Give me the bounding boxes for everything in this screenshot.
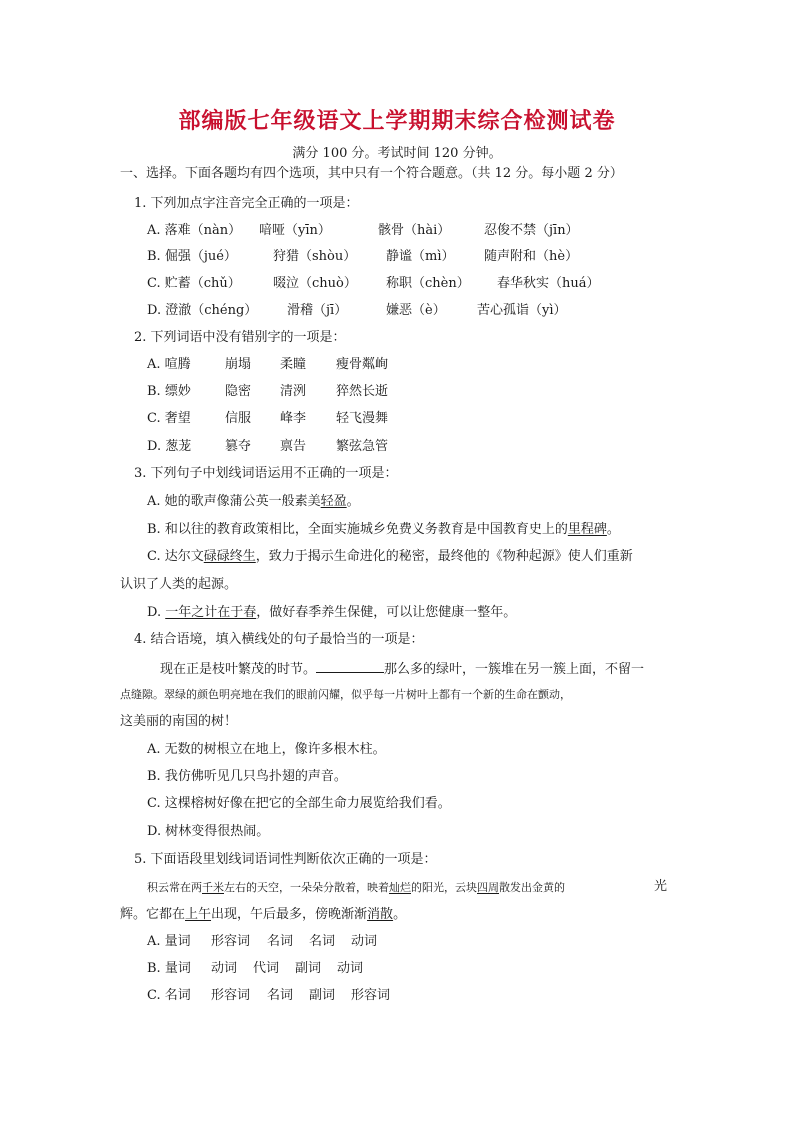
question-5-stem: 5. 下面语段里划线词语词性判断依次正确的一项是： [134,852,437,867]
q5-option-a-2: 形容词 [211,934,251,949]
q3-c-rest: ，致力于揭示生命进化的秘密，最终他的《物种起源》使人们重新 [255,549,633,564]
question-3-stem: 3. 下列句子中划线词语运用不正确的一项是： [134,466,398,481]
q1-option-d-1: D. 澄澈（chéng） [147,303,258,318]
q5-text-8: 。 [393,907,407,922]
q2-option-a-1: A. 喧腾 [147,357,191,372]
q2-option-b-3: 清洌 [280,384,307,399]
q2-option-a-3: 柔瞳 [280,357,307,372]
q1-option-c-1: C. 贮蓄（chǔ） [147,276,241,291]
q2-option-c-3: 峰李 [280,411,307,426]
q4-passage-line-2: 点缝隙。翠绿的颜色明亮地在我们的眼前闪耀，似乎每一片树叶上都有一个新的生命在颤动， [120,688,571,701]
q3-option-b [147,522,620,538]
q5-option-c-3: 名词 [267,988,294,1003]
q4-option-b: B. 我仿佛听见几只鸟扑翅的声音。 [147,769,347,784]
q1-option-b-1: B. 倔强（jué） [147,249,237,264]
q5-option-a-3: 名词 [267,934,294,949]
q2-option-d-2: 篡夺 [225,439,252,454]
q3-b-underlined: 里程碑 [567,522,607,537]
q3-a-underlined: 轻盈 [320,494,347,509]
q5-text-4: 散发出金黄的 [499,881,565,894]
question-4-stem: 4. 结合语境，填入横线处的句子最恰当的一项是： [134,632,424,647]
q3-option-c [147,549,633,565]
q1-option-b-2: 狩猎（shòu） [273,249,357,264]
q5-text-2: 左右的天空，一朵朵分散着，映着 [224,881,389,894]
q3-option-d [147,605,516,621]
q5-option-a-4: 名词 [309,934,336,949]
q2-option-c-1: C. 奢望 [147,411,191,426]
q5-option-c-4: 副词 [309,988,336,1003]
q2-option-b-1: B. 缥妙 [147,384,191,399]
q5-text-6: 辉。它都在 [120,907,186,922]
q5-option-b-1: B. 量词 [147,961,191,976]
q5-underlined-2: 灿烂 [389,881,411,894]
q4-passage-start: 现在正是枝叶繁茂的时节。 [160,662,317,677]
q4-option-c: C. 这棵榕树好像在把它的全部生命力展览给我们看。 [147,796,451,811]
q1-option-a-2: 喑哑（yīn） [259,223,331,238]
q5-text-7: 出现，午后最多，傍晚渐渐 [211,907,368,922]
q5-underlined-5: 消散 [367,907,394,922]
q1-option-c-2: 啜泣（chuò） [273,276,357,291]
q2-option-d-1: D. 葱茏 [147,439,192,454]
q1-option-a-3: 骸骨（hài） [378,223,451,238]
section-heading: 一、选择。下面各题均有四个选项，其中只有一个符合题意。（共 12 分。每小题 2 分） [120,166,623,181]
q5-option-a-5: 动词 [351,934,378,949]
q3-a-text: A. 她的歌声像蒲公英一般素美 [147,494,321,509]
q2-option-c-2: 信服 [225,411,252,426]
q3-option-a [147,494,360,510]
question-1-stem: 1. 下列加点字注音完全正确的一项是： [134,196,359,211]
q5-passage-line-1 [147,880,565,896]
q3-a-end: 。 [346,494,360,509]
q1-option-d-2: 滑稽（jī） [287,303,348,318]
q3-c-text: C. 达尔文 [147,549,204,564]
q4-passage-line-3: 这美丽的南国的树！ [120,714,238,729]
q4-option-a: A. 无数的树根立在地上，像许多根木柱。 [147,742,386,757]
exam-info: 满分 100 分。考试时间 120 分钟。 [292,146,502,161]
q5-text-5: 光 [654,879,668,894]
q1-option-a-1: A. 落难（nàn） [147,223,242,238]
q3-b-end: 。 [606,522,620,537]
q5-option-b-4: 副词 [295,961,322,976]
q3-d-underlined: 一年之计在于春 [165,605,257,620]
q1-option-d-3: 嫌恶（è） [386,303,446,318]
q5-option-b-2: 动词 [211,961,238,976]
q5-option-c-5: 形容词 [351,988,391,1003]
q3-option-c-continued: 认识了人类的起源。 [120,577,238,592]
q3-d-rest: ，做好春季养生保健，可以让您健康一整年。 [256,605,517,620]
q3-d-text: D. [147,605,166,620]
q5-option-a-1: A. 量词 [147,934,191,949]
q3-c-underlined: 碌碌终生 [203,549,256,564]
q1-option-c-3: 称职（chèn） [386,276,470,291]
q5-option-b-3: 代词 [253,961,280,976]
q4-passage-rest: 那么多的绿叶，一簇堆在另一簇上面，不留一 [384,662,645,677]
q2-option-d-4: 繁弦急管 [336,439,389,454]
q1-option-b-3: 静谧（mì） [386,249,455,264]
page-title: 部编版七年级语文上学期期末综合检测试卷 [178,109,616,134]
q2-option-c-4: 轻飞漫舞 [336,411,389,426]
q2-option-a-4: 瘦骨粼峋 [336,357,389,372]
q2-option-b-4: 猝然长逝 [336,384,389,399]
q1-option-d-4: 苦心孤诣（yì） [477,303,567,318]
q1-option-c-4: 春华秋实（huá） [497,276,600,291]
question-2-stem: 2. 下列词语中没有错别字的一项是： [134,330,346,345]
q4-option-d: D. 树林变得很热闹。 [147,824,270,839]
q3-b-text: B. 和以往的教育政策相比，全面实施城乡免费义务教育是中国教育史上的 [147,522,568,537]
q2-option-a-2: 崩塌 [225,357,252,372]
q5-option-b-5: 动词 [337,961,364,976]
q5-passage-line-2 [120,907,406,923]
answer-blank [316,660,384,673]
q5-underlined-4: 上午 [185,907,212,922]
q5-underlined-3: 四周 [477,881,499,894]
q5-option-c-1: C. 名词 [147,988,191,1003]
q4-passage-line-1 [160,660,644,678]
q2-option-d-3: 禀告 [280,439,307,454]
q5-text-3: 的阳光，云块 [411,881,477,894]
q5-option-c-2: 形容词 [211,988,251,1003]
q2-option-b-2: 隐密 [225,384,252,399]
q1-option-b-4: 随声附和（hè） [484,249,579,264]
q1-option-a-4: 忍俊不禁（jīn） [484,223,579,238]
q5-underlined-1: 千米 [202,881,224,894]
q5-text-1: 积云常在两 [147,881,202,894]
